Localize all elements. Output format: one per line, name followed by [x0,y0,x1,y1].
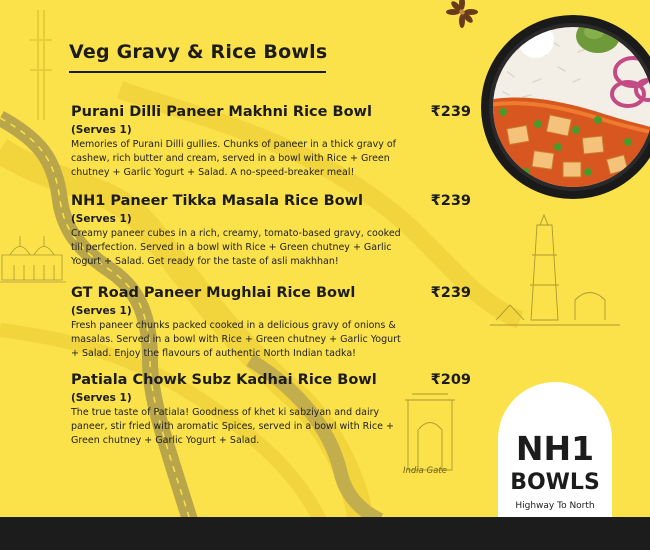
rice-bowl-image [478,12,650,202]
brand-line1: NH1 [515,429,595,468]
menu-item[interactable] [71,285,471,361]
title-underline [69,71,326,73]
item-description: Fresh paneer chunks packed cooked in a delicious gravy of onions & masalas. Served in a bowl with Rice + Green chutney + Garlic Yogurt + Salad. Enjoy the flavours of authentic North Indian tadka! [71,320,401,359]
item-name: GT Road Paneer Mughlai Rice Bowl [71,285,356,301]
item-serves: (Serves 1) [71,213,132,225]
item-serves: (Serves 1) [71,124,132,136]
section-title: Veg Gravy & Rice Bowls [69,41,328,63]
item-name: Patiala Chowk Subz Kadhai Rice Bowl [71,372,377,388]
item-serves: (Serves 1) [71,392,132,404]
menu-item[interactable] [71,104,471,180]
menu-item[interactable] [71,193,471,269]
item-description: The true taste of Patiala! Goodness of khet ki sabziyan and dairy paneer, stir fried with aromatic Spices, served in a bowl with Rice + Green chutney + Garlic Yogurt + Salad. [71,407,394,446]
item-price: ₹239 [430,285,471,301]
item-name: NH1 Paneer Tikka Masala Rice Bowl [71,193,364,209]
nh1-bowls-logo [498,382,612,517]
brand-line2: BOWLS [510,470,600,495]
landmark-label: India Gate [403,466,447,476]
item-name: Purani Dilli Paneer Makhni Rice Bowl [71,104,372,120]
brand-tagline: Highway To North [515,501,595,511]
item-price: ₹239 [430,104,471,120]
item-price: ₹209 [430,372,471,388]
item-serves: (Serves 1) [71,305,132,317]
item-price: ₹239 [430,193,471,209]
menu-item[interactable] [71,372,471,448]
item-description: Memories of Purani Dilli gullies. Chunks of paneer in a thick gravy of cashew, rich butter and cream, served in a bowl with Rice + Green chutney + Garlic Yogurt + Salad. A no-speed-breaker meal! [71,139,396,178]
bottom-bar [0,517,650,550]
item-description: Creamy paneer cubes in a rich, creamy, tomato-based gravy, cooked till perfection. Served in a bowl with Rice + Green chutney + Garlic Yogurt + Salad. Get ready for the taste of asli makhhan! [71,228,401,267]
